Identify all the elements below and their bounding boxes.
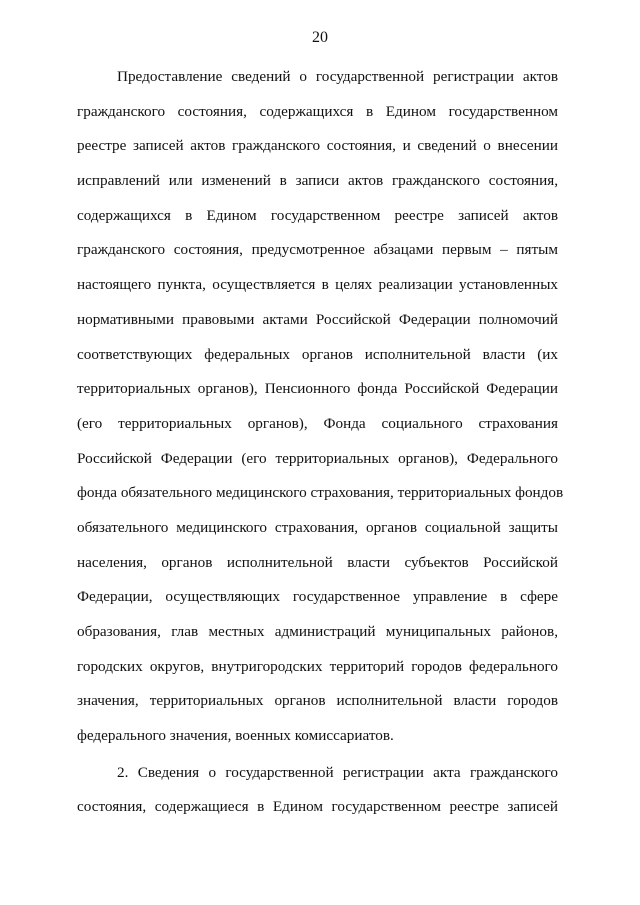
text-line: фонда обязательного медицинского страхования, территориальных фондов xyxy=(77,484,564,502)
text-line: гражданского состояния, предусмотренное абзацами первым – пятым xyxy=(77,241,558,259)
text-line: Российской Федерации (его территориальных органов), Федерального xyxy=(77,449,558,467)
text-line: городских округов, внутригородских территорий городов федерального xyxy=(77,657,558,675)
text-line: образования, глав местных администраций муниципальных районов, xyxy=(77,623,558,640)
text-line: состояния, содержащиеся в Едином государственном реестре записей xyxy=(77,798,558,816)
text-line: настоящего пункта, осуществляется в целях реализации установленных xyxy=(77,276,558,294)
text-line: (его территориальных органов), Фонда социального страхования xyxy=(77,414,558,432)
text-line: Федерации, осуществляющих государственное управление в сфере xyxy=(77,588,558,606)
text-line: 2. Сведения о государственной регистрации акта гражданского xyxy=(117,763,558,781)
body-text xyxy=(77,60,564,825)
text-line: Предоставление сведений о государственной регистрации актов xyxy=(117,68,558,85)
text-line: исправлений или изменений в записи актов гражданского состояния, xyxy=(77,172,558,190)
text-line: гражданского состояния, содержащихся в Едином государственном xyxy=(77,102,558,120)
text-line: населения, органов исполнительной власти субъектов Российской xyxy=(77,553,558,571)
paragraph-1 xyxy=(77,60,564,754)
text-line: нормативными правовыми актами Российской Федерации полномочий xyxy=(77,310,558,328)
text-line: обязательного медицинского страхования, органов социальной защиты xyxy=(77,518,558,536)
paragraph-2 xyxy=(77,756,558,825)
text-line: значения, территориальных органов исполнительной власти городов xyxy=(77,692,558,710)
text-line: реестре записей актов гражданского состояния, и сведений о внесении xyxy=(77,137,558,155)
text-line: федерального значения, военных комиссариатов. xyxy=(77,727,394,745)
text-line: территориальных органов), Пенсионного фонда Российской Федерации xyxy=(77,380,558,398)
text-line: соответствующих федеральных органов исполнительной власти (их xyxy=(77,345,558,363)
page-number: 20 xyxy=(312,29,328,46)
text-line: содержащихся в Едином государственном реестре записей актов xyxy=(77,206,558,224)
